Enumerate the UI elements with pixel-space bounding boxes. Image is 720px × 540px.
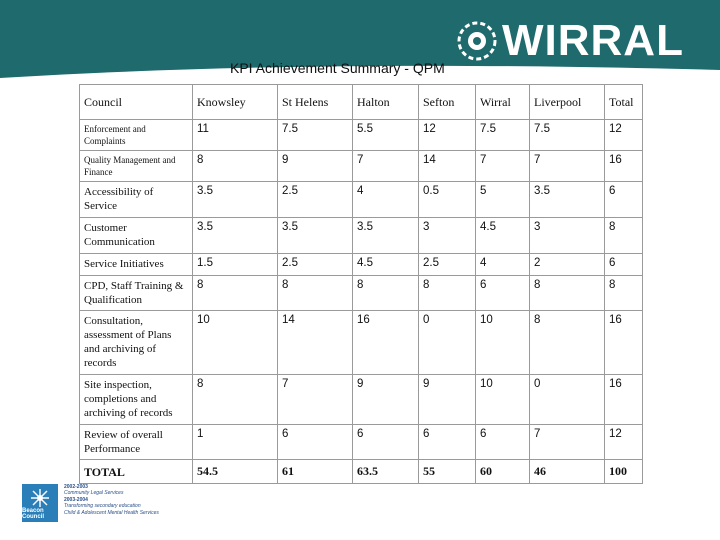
cell-value: 2.5 xyxy=(278,254,353,276)
row-label: Site inspection, completions and archiving of records xyxy=(80,375,193,425)
cell-value: 9 xyxy=(353,375,419,425)
cell-value: 7 xyxy=(353,151,419,182)
cell-value: 2.5 xyxy=(278,182,353,218)
column-header: Total xyxy=(605,85,643,120)
table-header-row xyxy=(80,85,643,120)
total-value: 60 xyxy=(476,460,530,484)
wirral-logo xyxy=(456,16,684,66)
column-header: Wirral xyxy=(476,85,530,120)
cell-value: 0 xyxy=(419,311,476,375)
row-label: CPD, Staff Training & Qualification xyxy=(80,276,193,311)
total-value: 61 xyxy=(278,460,353,484)
cell-value: 4 xyxy=(353,182,419,218)
wirral-wordmark: WIRRAL xyxy=(502,16,684,65)
total-value: 46 xyxy=(530,460,605,484)
total-value: 63.5 xyxy=(353,460,419,484)
column-header: Halton xyxy=(353,85,419,120)
cell-value: 6 xyxy=(476,425,530,460)
wirral-emblem-icon xyxy=(456,20,498,62)
cell-value: 8 xyxy=(419,276,476,311)
column-header: Knowsley xyxy=(193,85,278,120)
cell-value: 8 xyxy=(530,311,605,375)
page-title: KPI Achievement Summary - QPM xyxy=(230,60,445,76)
cell-value: 8 xyxy=(530,276,605,311)
cell-value: 4.5 xyxy=(353,254,419,276)
row-label: Service Initiatives xyxy=(80,254,193,276)
cell-value: 7 xyxy=(278,375,353,425)
column-header: Sefton xyxy=(419,85,476,120)
cell-value: 0 xyxy=(530,375,605,425)
cell-value: 3 xyxy=(419,218,476,254)
cell-value: 3.5 xyxy=(193,182,278,218)
cell-value: 3 xyxy=(530,218,605,254)
award-line: Community Legal Services xyxy=(64,490,124,497)
cell-value: 12 xyxy=(605,425,643,460)
table-row xyxy=(80,311,643,375)
table-row xyxy=(80,375,643,425)
cell-value: 3.5 xyxy=(530,182,605,218)
total-value: 100 xyxy=(605,460,643,484)
row-label: Accessibility of Service xyxy=(80,182,193,218)
cell-value: 10 xyxy=(476,375,530,425)
beacon-star-icon xyxy=(28,488,52,508)
cell-value: 12 xyxy=(419,120,476,151)
cell-value: 1 xyxy=(193,425,278,460)
cell-value: 0.5 xyxy=(419,182,476,218)
cell-value: 10 xyxy=(193,311,278,375)
column-header: Council xyxy=(80,85,193,120)
cell-value: 16 xyxy=(353,311,419,375)
cell-value: 16 xyxy=(605,151,643,182)
beacon-council-badge xyxy=(22,484,159,522)
cell-value: 7 xyxy=(476,151,530,182)
cell-value: 8 xyxy=(193,151,278,182)
cell-value: 1.5 xyxy=(193,254,278,276)
table-row xyxy=(80,120,643,151)
cell-value: 7 xyxy=(530,151,605,182)
cell-value: 8 xyxy=(353,276,419,311)
award-line: Child & Adolescent Mental Health Services xyxy=(64,509,159,516)
cell-value: 8 xyxy=(193,375,278,425)
column-header: Liverpool xyxy=(530,85,605,120)
cell-value: 14 xyxy=(278,311,353,375)
table-row xyxy=(80,182,643,218)
cell-value: 12 xyxy=(605,120,643,151)
cell-value: 2 xyxy=(530,254,605,276)
row-label: Review of overall Performance xyxy=(80,425,193,460)
table-row xyxy=(80,425,643,460)
cell-value: 5 xyxy=(476,182,530,218)
beacon-award-list xyxy=(64,484,159,516)
row-label: Customer Communication xyxy=(80,218,193,254)
cell-value: 3.5 xyxy=(193,218,278,254)
row-label: Quality Management and Finance xyxy=(80,151,193,182)
cell-value: 6 xyxy=(605,182,643,218)
cell-value: 8 xyxy=(605,218,643,254)
cell-value: 9 xyxy=(278,151,353,182)
cell-value: 7.5 xyxy=(476,120,530,151)
cell-value: 10 xyxy=(476,311,530,375)
cell-value: 8 xyxy=(278,276,353,311)
cell-value: 6 xyxy=(419,425,476,460)
cell-value: 6 xyxy=(476,276,530,311)
beacon-label: Beacon Council xyxy=(22,508,44,520)
column-header: St Helens xyxy=(278,85,353,120)
cell-value: 4 xyxy=(476,254,530,276)
cell-value: 14 xyxy=(419,151,476,182)
total-row xyxy=(80,460,643,484)
cell-value: 5.5 xyxy=(353,120,419,151)
table-row xyxy=(80,254,643,276)
table-row xyxy=(80,151,643,182)
total-value: 55 xyxy=(419,460,476,484)
award-line: Transforming secondary education xyxy=(64,503,141,510)
cell-value: 3.5 xyxy=(278,218,353,254)
cell-value: 11 xyxy=(193,120,278,151)
table-row xyxy=(80,218,643,254)
cell-value: 7 xyxy=(530,425,605,460)
row-label: Enforcement and Complaints xyxy=(80,120,193,151)
cell-value: 8 xyxy=(605,276,643,311)
row-label: Consultation, assessment of Plans and archiving of records xyxy=(80,311,193,375)
total-label: TOTAL xyxy=(80,460,193,484)
cell-value: 16 xyxy=(605,375,643,425)
cell-value: 7.5 xyxy=(530,120,605,151)
kpi-table xyxy=(79,84,643,484)
award-line: 2003-2004 xyxy=(64,496,88,503)
beacon-council-logo xyxy=(22,484,58,522)
award-line: 2002-2003 xyxy=(64,484,88,490)
cell-value: 6 xyxy=(605,254,643,276)
cell-value: 9 xyxy=(419,375,476,425)
cell-value: 4.5 xyxy=(476,218,530,254)
cell-value: 3.5 xyxy=(353,218,419,254)
table-row xyxy=(80,276,643,311)
cell-value: 7.5 xyxy=(278,120,353,151)
total-value: 54.5 xyxy=(193,460,278,484)
cell-value: 8 xyxy=(193,276,278,311)
cell-value: 16 xyxy=(605,311,643,375)
cell-value: 2.5 xyxy=(419,254,476,276)
cell-value: 6 xyxy=(353,425,419,460)
cell-value: 6 xyxy=(278,425,353,460)
